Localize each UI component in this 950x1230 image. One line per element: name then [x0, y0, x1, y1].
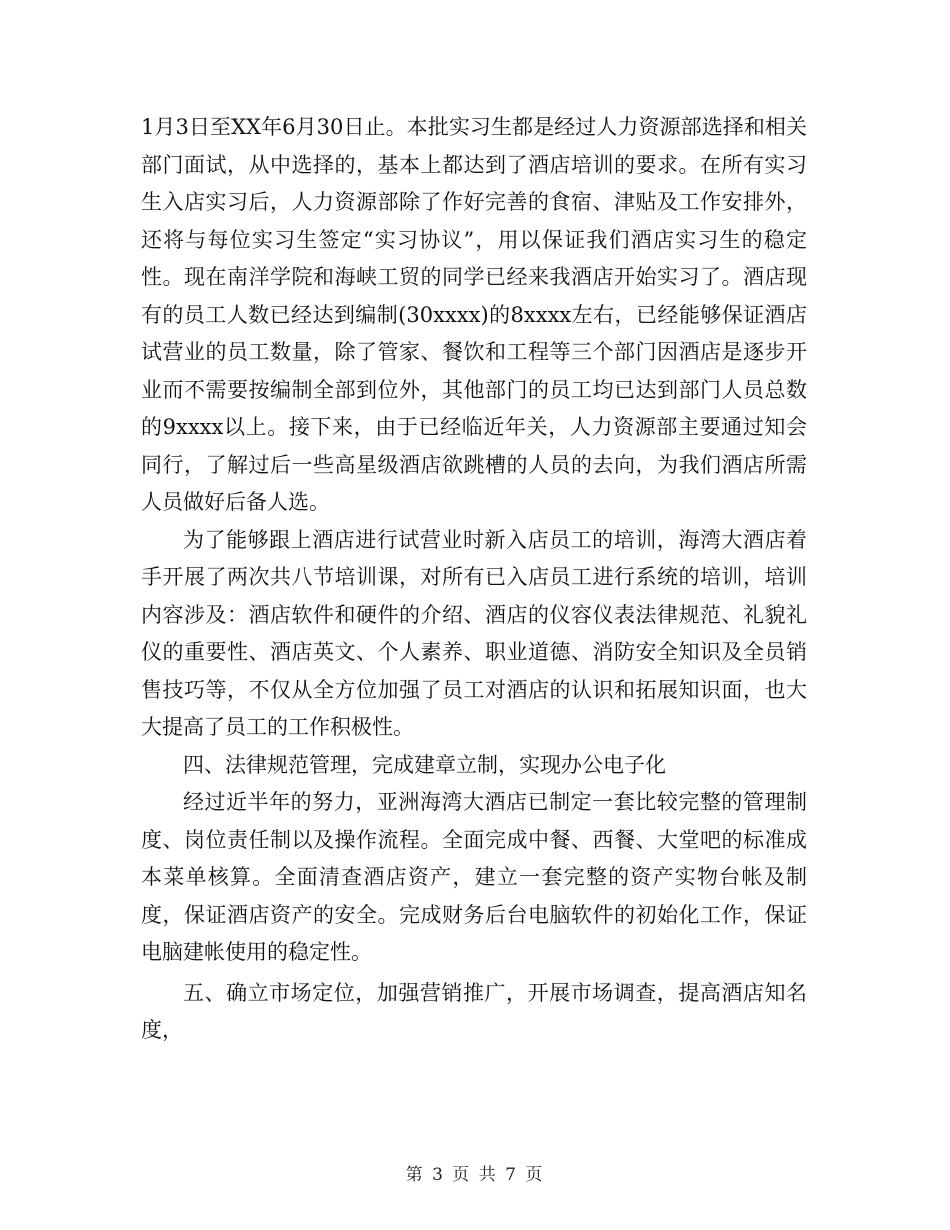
paragraph-management: 经过近半年的努力，亚洲海湾大酒店已制定一套比较完整的管理制度、岗位责任制以及操作流程。全面完成中餐、西餐、大堂吧的标准成本菜单核算。全面清查酒店资产，建立一套完整的资产实物台帐及制度，保证酒店资产的安全。完成财务后台电脑软件的初始化工作，保证电脑建帐使用的稳定性。 [141, 790, 807, 964]
section-heading-five: 五、确立市场定位，加强营销推广，开展市场调查，提高酒店知名度， [141, 980, 807, 1042]
section-heading-four: 四、法律规范管理，完成建章立制，实现办公电子化 [183, 752, 666, 777]
document-body [141, 109, 807, 1050]
page-number-footer: 第 3 页 共 7 页 [405, 1165, 545, 1185]
paragraph-continued: 1月3日至XX年6月30日止。本批实习生都是经过人力资源部选择和相关部门面试，从中选择的，基本上都达到了酒店培训的要求。在所有实习生入店实习后，人力资源部除了作好完善的食宿、津贴及工作安排外，还将与每位实习生签定“实习协议”，用以保证我们酒店实习生的稳定性。现在南洋学院和海峡工贸的同学已经来我酒店开始实习了。酒店现有的员工人数已经达到编制(30xxxx)的8xxxx左右，已经能够保证酒店试营业的员工数量，除了管家、餐饮和工程等三个部门因酒店是逐步开业而不需要按编制全部到位外，其他部门的员工均已达到部门人员总数的9xxxx以上。接下来，由于已经临近年关，人力资源部主要通过知会同行，了解过后一些高星级酒店欲跳槽的人员的去向，为我们酒店所需人员做好后备人选。 [141, 115, 807, 514]
paragraph-training: 为了能够跟上酒店进行试营业时新入店员工的培训，海湾大酒店着手开展了两次共八节培训课，对所有已入店员工进行系统的培训，培训内容涉及：酒店软件和硬件的介绍、酒店的仪容仪表法律规范、礼貌礼仪的重要性、酒店英文、个人素养、职业道德、消防安全知识及全员销售技巧等，不仅从全方位加强了员工对酒店的认识和拓展知识面，也大大提高了员工的工作积极性。 [141, 527, 807, 739]
